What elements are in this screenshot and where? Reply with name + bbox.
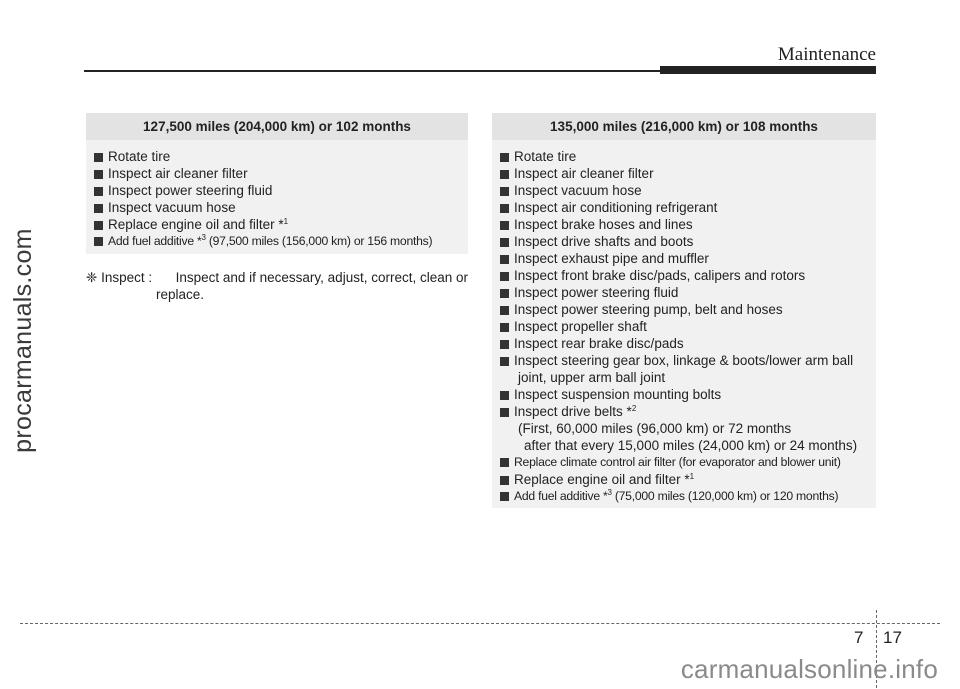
list-item: Replace engine oil and filter *$^1$ (94, 216, 468, 233)
list-item: Inspect exhaust pipe and muffler (500, 250, 876, 267)
list-item-continuation: joint, upper arm ball joint (518, 370, 666, 385)
footnote-marker: 2 (631, 404, 637, 413)
footnote-marker: 3 (607, 488, 612, 497)
list-item: Add fuel additive *$^3$ (75,000 miles (120,000 km) or 120 months) (500, 488, 876, 505)
footnote-label: Inspect : (101, 270, 153, 285)
footnote-symbol-icon: ❈ (86, 270, 98, 285)
header-rule (84, 70, 660, 72)
checkbox-icon (94, 237, 103, 246)
list-item: Inspect vacuum hose (500, 182, 876, 199)
page-number: 17 (883, 628, 902, 647)
checkbox-icon (500, 255, 509, 264)
list-item: Inspect air cleaner filter (500, 165, 876, 182)
footnote-marker: 1 (689, 472, 695, 481)
checkbox-icon (500, 153, 509, 162)
checkbox-icon (500, 221, 509, 230)
maintenance-panel-135000 (492, 113, 876, 508)
list-item-continuation: (First, 60,000 miles (96,000 km) or 72 months (518, 421, 792, 436)
list-item: Inspect propeller shaft (500, 318, 876, 335)
list-item: Replace climate control air filter (for evaporator and blower unit) (500, 454, 876, 471)
list-item: Rotate tire (500, 148, 876, 165)
list-item: Inspect power steering fluid (94, 182, 468, 199)
checkbox-icon (500, 204, 509, 213)
list-item: Inspect air cleaner filter (94, 165, 468, 182)
checkbox-icon (500, 238, 509, 247)
list-item-continuation: after that every 15,000 miles (24,000 km) or 24 months) (524, 438, 858, 453)
list-item: Inspect drive belts *$^2$ (500, 403, 876, 420)
checkbox-icon (500, 458, 509, 467)
checkbox-icon (500, 170, 509, 179)
list-item: Inspect steering gear box, linkage & boots/lower arm ball (500, 352, 876, 369)
checkbox-icon (500, 289, 509, 298)
footnote-text-line1: Inspect and if necessary, adjust, correct, clean or (175, 270, 468, 285)
section-title: Maintenance (777, 44, 876, 65)
list-item: Inspect drive shafts and boots (500, 233, 876, 250)
watermark-vertical (6, 160, 40, 520)
list-item: Inspect power steering fluid (500, 284, 876, 301)
inspect-footnote (86, 269, 468, 303)
footnote-marker: 3 (201, 233, 206, 242)
checkbox-icon (94, 170, 103, 179)
panel-heading: 135,000 miles (216,000 km) or 108 months (492, 113, 876, 140)
checkbox-icon (500, 492, 509, 501)
list-item: Inspect vacuum hose (94, 199, 468, 216)
maintenance-item-list (492, 140, 876, 513)
list-item: Inspect suspension mounting bolts (500, 386, 876, 403)
panel-heading: 127,500 miles (204,000 km) or 102 months (86, 113, 468, 140)
list-item: Rotate tire (94, 148, 468, 165)
header-rule-accent (660, 66, 876, 74)
list-item: Inspect brake hoses and lines (500, 216, 876, 233)
maintenance-item-list (86, 140, 468, 258)
watermark-footer: carmanualsonline.info (680, 654, 938, 684)
checkbox-icon (500, 272, 509, 281)
list-item: Inspect air conditioning refrigerant (500, 199, 876, 216)
list-item: Inspect front brake disc/pads, calipers and rotors (500, 267, 876, 284)
checkbox-icon (500, 408, 509, 417)
checkbox-icon (500, 476, 509, 485)
list-item: Replace engine oil and filter *$^1$ (500, 471, 876, 488)
checkbox-icon (94, 204, 103, 213)
checkbox-icon (500, 306, 509, 315)
checkbox-icon (500, 357, 509, 366)
footnote-marker: 1 (283, 217, 289, 226)
list-item: Inspect rear brake disc/pads (500, 335, 876, 352)
checkbox-icon (94, 187, 103, 196)
checkbox-icon (500, 340, 509, 349)
footnote-text-line2: replace. (156, 287, 205, 302)
checkbox-icon (94, 221, 103, 230)
maintenance-panel-127500 (86, 113, 468, 254)
list-item: Add fuel additive *$^3$ (97,500 miles (156,000 km) or 156 months) (94, 233, 468, 250)
checkbox-icon (500, 323, 509, 332)
checkbox-icon (94, 153, 103, 162)
list-item: Inspect power steering pump, belt and hoses (500, 301, 876, 318)
watermark-vertical-text: procarmanuals.com (8, 227, 37, 453)
footer-rule (20, 623, 940, 624)
checkbox-icon (500, 391, 509, 400)
checkbox-icon (500, 187, 509, 196)
chapter-number: 7 (854, 628, 864, 647)
